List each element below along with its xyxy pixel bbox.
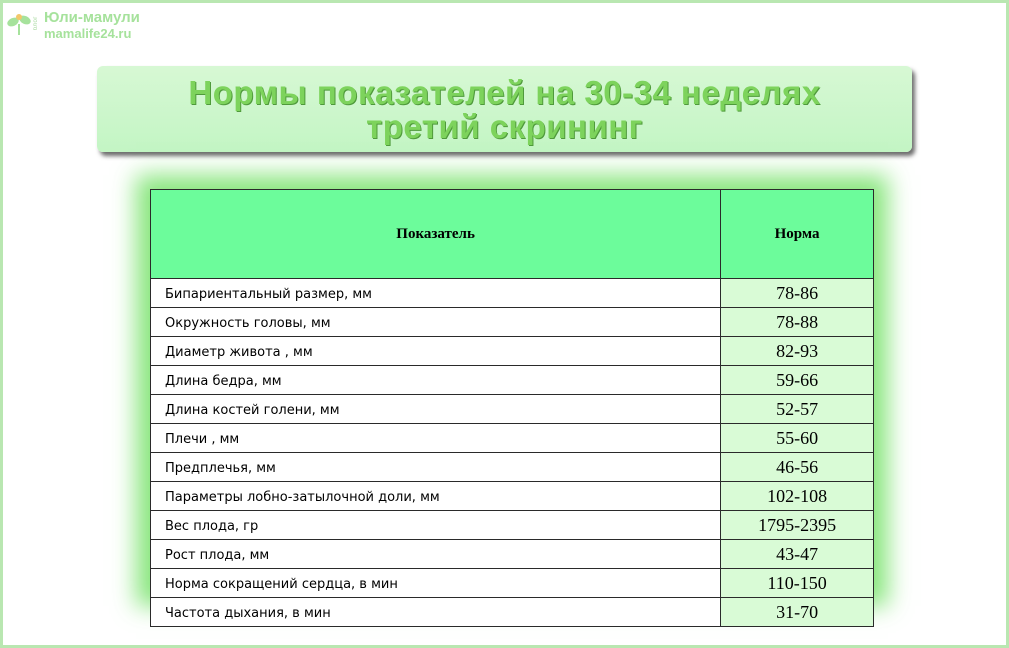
page-title: Нормы показателей на 30-34 неделях <box>188 74 821 111</box>
norm-value: 78-86 <box>721 279 874 308</box>
logo-site-url: mamalife24.ru <box>44 26 132 41</box>
norm-value: 46-56 <box>721 453 874 482</box>
norm-value: 52-57 <box>721 395 874 424</box>
norm-value: 43-47 <box>721 540 874 569</box>
table-row <box>151 511 874 540</box>
indicator-name: Параметры лобно-затылочной доли, мм <box>151 482 721 511</box>
indicator-name: Вес плода, гр <box>151 511 721 540</box>
norm-value: 110-150 <box>721 569 874 598</box>
indicator-name: Диаметр живота , мм <box>151 337 721 366</box>
page-subtitle: третий скрининг <box>366 108 643 145</box>
norms-table <box>150 189 874 627</box>
table-row <box>151 540 874 569</box>
norm-value: 31-70 <box>721 598 874 627</box>
indicator-name: Предплечья, мм <box>151 453 721 482</box>
table-row <box>151 569 874 598</box>
indicator-name: Длина костей голени, мм <box>151 395 721 424</box>
indicator-name: Плечи , мм <box>151 424 721 453</box>
table-row <box>151 424 874 453</box>
logo-brand-name: Юли-мамули <box>44 9 140 26</box>
indicator-name: Длина бедра, мм <box>151 366 721 395</box>
norm-value: 82-93 <box>721 337 874 366</box>
site-logo[interactable] <box>6 8 156 42</box>
indicator-name: Рост плода, мм <box>151 540 721 569</box>
table-row <box>151 279 874 308</box>
norm-value: 102-108 <box>721 482 874 511</box>
table-row <box>151 337 874 366</box>
logo-blog-label: блог <box>33 16 39 31</box>
table-row <box>151 598 874 627</box>
norm-value: 59-66 <box>721 366 874 395</box>
leaf-sprout-icon <box>6 12 32 36</box>
table-row <box>151 366 874 395</box>
table-row <box>151 395 874 424</box>
norm-value: 1795-2395 <box>721 511 874 540</box>
table-header-row <box>151 190 874 279</box>
norm-value: 78-88 <box>721 308 874 337</box>
indicator-name: Частота дыхания, в мин <box>151 598 721 627</box>
indicator-name: Норма сокращений сердца, в мин <box>151 569 721 598</box>
table-row <box>151 308 874 337</box>
table-row <box>151 482 874 511</box>
indicator-name: Окружность головы, мм <box>151 308 721 337</box>
header-indicator: Показатель <box>151 190 721 279</box>
norm-value: 55-60 <box>721 424 874 453</box>
title-banner <box>97 66 912 152</box>
header-norm: Норма <box>721 190 874 279</box>
table-row <box>151 453 874 482</box>
indicator-name: Бипариентальный размер, мм <box>151 279 721 308</box>
